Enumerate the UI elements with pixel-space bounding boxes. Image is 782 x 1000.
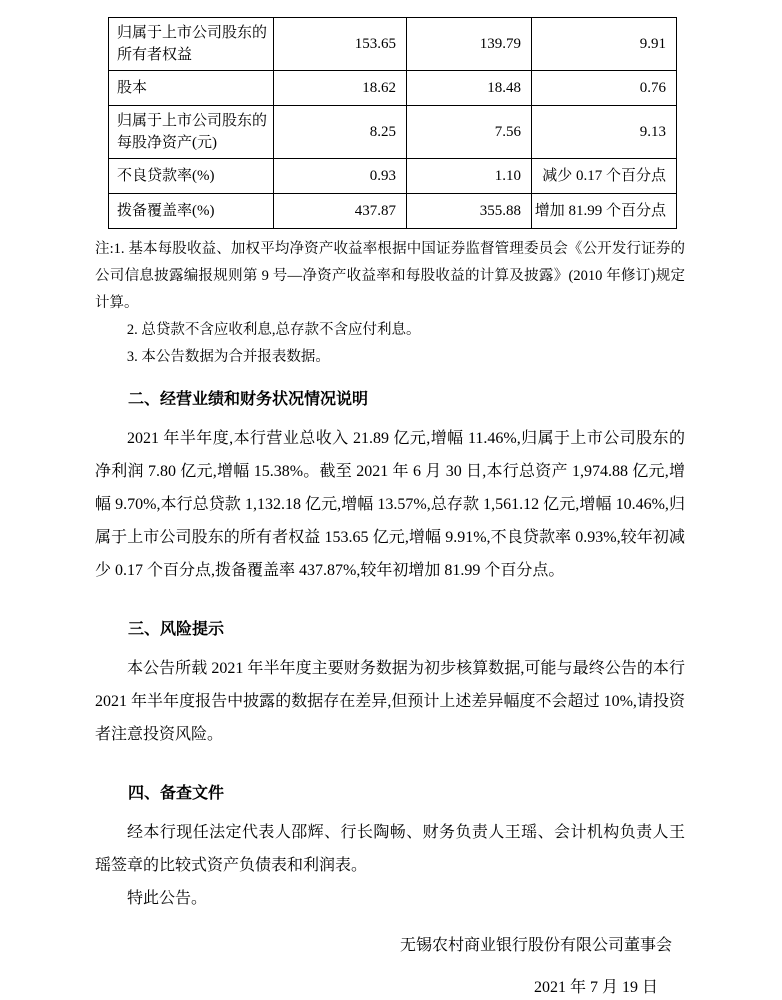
section-operating-paragraph: 2021 年半年度,本行营业总收入 21.89 亿元,增幅 11.46%,归属于上市公司股东的净利润 7.80 亿元,增幅 15.38%。截至 2021 年 6 月 30 日,本行总资产 1,974.88 亿元,增幅 9.70%,本行总贷款 1,132.18 亿元,增幅 13.57%,总存款 1,561.12 亿元,增幅 10.46%,归属于上市公司股东的所有者权益 153.65 亿元,增幅 9.91%,不良贷款率 0.93%,较年初减少 0.17 个百分点,拨备覆盖率 437.87%,较年初增加 81.99 个百分点。 [95, 430, 685, 579]
financial-summary-table [108, 17, 677, 229]
note-1: 注:1. 基本每股收益、加权平均净资产收益率根据中国证券监督管理委员会《公开发行证券的公司信息披露编报规则第 9 号—净资产收益率和每股收益的计算及披露》(2010 年修订)规定计算。 [95, 241, 685, 311]
current-value-cell: 18.62 [274, 71, 407, 106]
note-2: 2. 总贷款不含应收利息,总存款不含应付利息。 [126, 322, 421, 338]
prior-value-cell: 355.88 [407, 194, 532, 229]
change-value-cell: 增加 81.99 个百分点 [532, 194, 677, 229]
table-row-equity [109, 18, 677, 71]
closing-statement: 特此公告。 [127, 890, 208, 907]
metric-label-cell: 股本 [109, 71, 274, 106]
signature-date: 2021 年 7 月 19 日 [533, 979, 658, 996]
prior-value-cell: 1.10 [407, 159, 532, 194]
table-row-provision-coverage [109, 194, 677, 229]
metric-label-cell: 拨备覆盖率(%) [109, 194, 274, 229]
metric-label-cell: 归属于上市公司股东的所有者权益 [109, 18, 274, 71]
change-value-cell: 0.76 [532, 71, 677, 106]
current-value-cell: 437.87 [274, 194, 407, 229]
prior-value-cell: 139.79 [407, 18, 532, 71]
table-row-npl-ratio [109, 159, 677, 194]
metric-label-cell: 归属于上市公司股东的每股净资产(元) [109, 106, 274, 159]
note-3: 3. 本公告数据为合并报表数据。 [126, 349, 330, 365]
prior-value-cell: 18.48 [407, 71, 532, 106]
section-heading-operating: 二、经营业绩和财务状况情况说明 [128, 391, 369, 408]
metric-label-cell: 不良贷款率(%) [109, 159, 274, 194]
signature-block [95, 934, 685, 1000]
section-documents-paragraph: 经本行现任法定代表人邵辉、行长陶畅、财务负责人王瑶、会计机构负责人王瑶签章的比较式资产负债表和利润表。 [95, 824, 685, 874]
change-value-cell: 减少 0.17 个百分点 [532, 159, 677, 194]
current-value-cell: 8.25 [274, 106, 407, 159]
section-heading-risk: 三、风险提示 [128, 621, 225, 638]
change-value-cell: 9.91 [532, 18, 677, 71]
table-row-share-capital [109, 71, 677, 106]
signature-company: 无锡农村商业银行股份有限公司董事会 [399, 937, 672, 954]
current-value-cell: 153.65 [274, 18, 407, 71]
section-heading-documents: 四、备查文件 [128, 785, 225, 802]
section-risk-paragraph: 本公告所载 2021 年半年度主要财务数据为初步核算数据,可能与最终公告的本行 2021 年半年度报告中披露的数据存在差异,但预计上述差异幅度不会超过 10%,请投资者注意投资风险。 [95, 660, 685, 743]
table-row-net-asset-per-share [109, 106, 677, 159]
change-value-cell: 9.13 [532, 106, 677, 159]
table-notes [95, 236, 685, 371]
prior-value-cell: 7.56 [407, 106, 532, 159]
current-value-cell: 0.93 [274, 159, 407, 194]
